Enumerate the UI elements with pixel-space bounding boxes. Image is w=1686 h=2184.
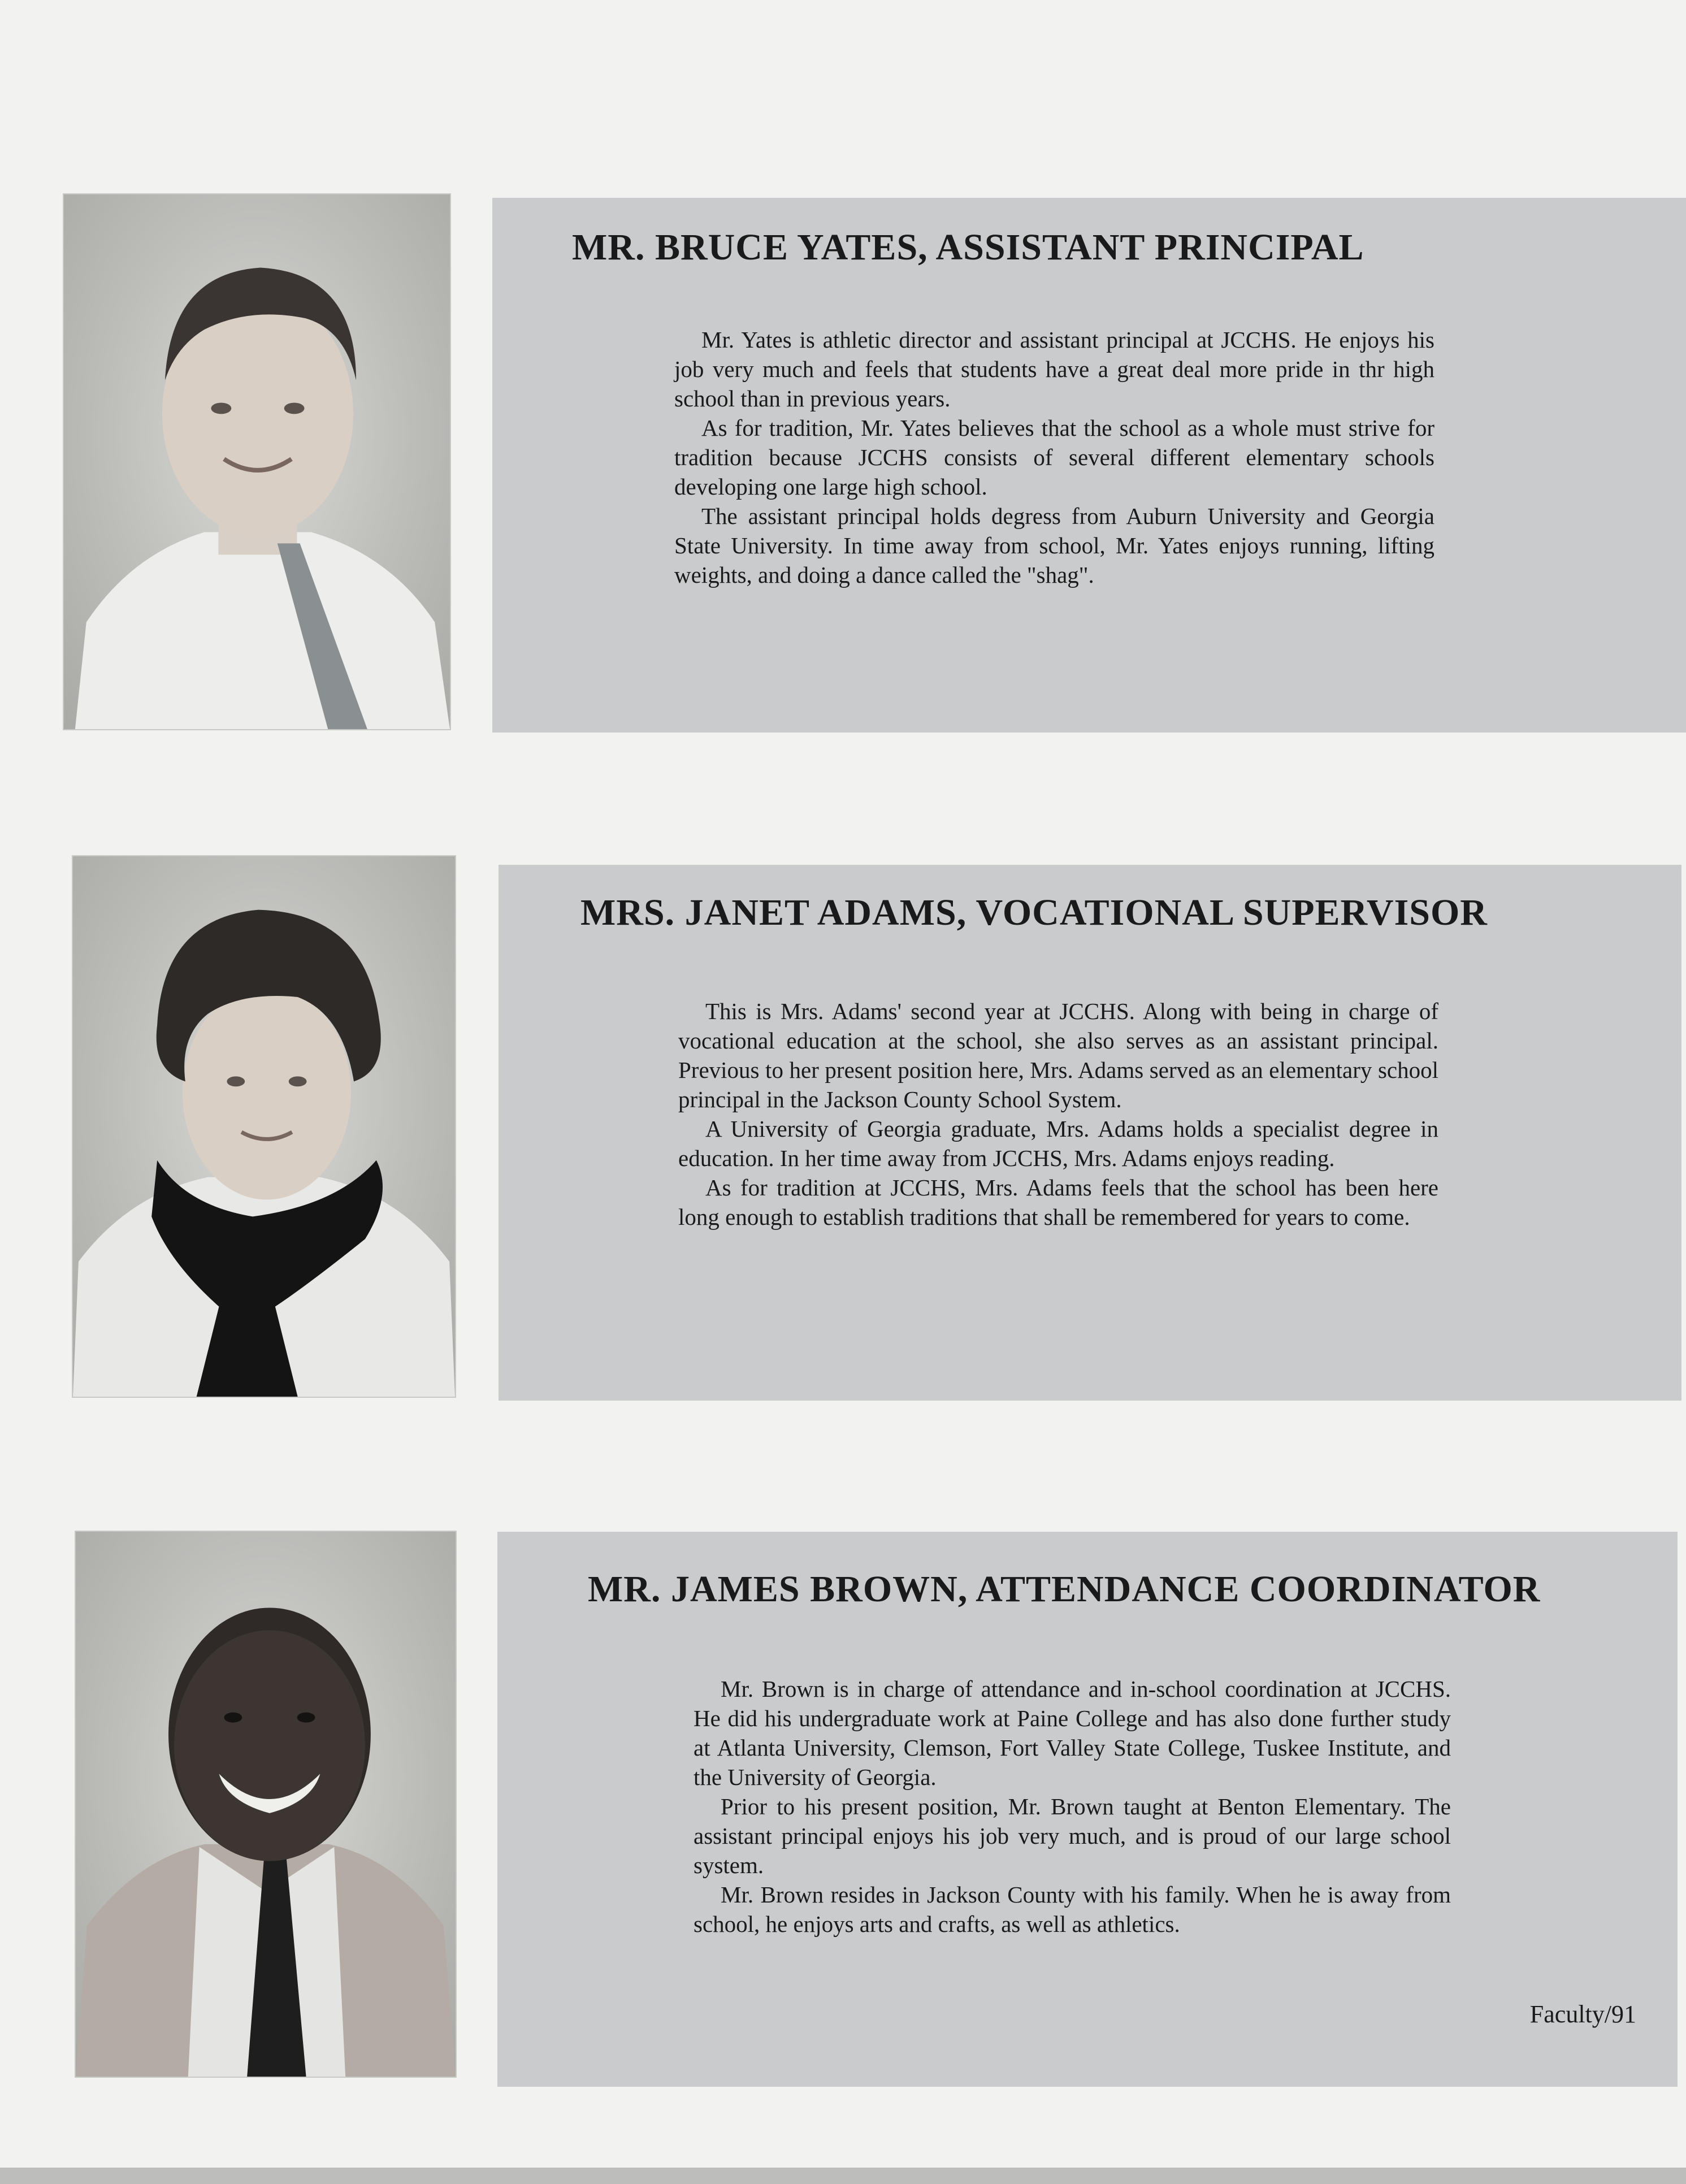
bio-paragraph: As for tradition at JCCHS, Mrs. Adams feels that the school has been here long enough to establish traditions that shall be remembered for years to come.: [678, 1175, 1438, 1230]
bio-paragraph: Prior to his present position, Mr. Brown taught at Benton Elementary. The assistant principal enjoys his job very much, and is proud of our large school system.: [694, 1793, 1451, 1878]
portrait-brown-illustration: [76, 1532, 456, 2077]
bio-paragraph: Mr. Brown resides in Jackson County with his family. When he is away from school, he enjoys arts and crafts, as well as athletics.: [694, 1882, 1451, 1937]
bio-text-brown: [694, 1674, 1451, 1939]
entry-title-yates: MR. BRUCE YATES, ASSISTANT PRINCIPAL: [572, 227, 1364, 268]
bio-panel-brown: [497, 1532, 1678, 2087]
portrait-photo-brown: [75, 1531, 457, 2078]
entry-title-adams: MRS. JANET ADAMS, VOCATIONAL SUPERVISOR: [580, 892, 1488, 933]
page-folio: Faculty/91: [1529, 2000, 1636, 2028]
bio-panel-adams: [499, 865, 1681, 1401]
page-bottom-edge: [0, 2168, 1686, 2184]
bio-panel-yates: [492, 198, 1686, 733]
bio-paragraph: Mr. Brown is in charge of attendance and in-school coordination at JCCHS. He did his undergraduate work at Paine College and has also done further study at Atlanta University, Clemson, Fort Valley State College, Tuskee Institute, and the University of Georgia.: [694, 1676, 1451, 1790]
bio-paragraph: Mr. Yates is athletic director and assistant principal at JCCHS. He enjoys his job very much and feels that students have a great deal more pride in thr high school than in previous years.: [674, 327, 1434, 411]
portrait-photo-yates: [63, 193, 451, 730]
portrait-photo-adams: [72, 855, 456, 1398]
bio-text-yates: [674, 325, 1434, 590]
bio-paragraph: The assistant principal holds degress from Auburn University and Georgia State University. In time away from school, Mr. Yates enjoys running, lifting weights, and doing a dance called the "shag".: [674, 503, 1434, 588]
bio-text-adams: [678, 996, 1438, 1232]
bio-paragraph: This is Mrs. Adams' second year at JCCHS. Along with being in charge of vocational education at the school, she also serves as an assistant principal. Previous to her present position here, Mrs. Adams served as an elementary school principal in the Jackson County School System.: [678, 998, 1438, 1112]
portrait-adams-illustration: [73, 856, 455, 1397]
bio-paragraph: A University of Georgia graduate, Mrs. Adams holds a specialist degree in education. In her time away from JCCHS, Mrs. Adams enjoys reading.: [678, 1116, 1438, 1171]
portrait-yates-illustration: [64, 194, 450, 729]
entry-title-brown: MR. JAMES BROWN, ATTENDANCE COORDINATOR: [588, 1568, 1541, 1610]
bio-paragraph: As for tradition, Mr. Yates believes that the school as a whole must strive for tradition because JCCHS consists of several different elementary schools developing one large high school.: [674, 415, 1434, 500]
